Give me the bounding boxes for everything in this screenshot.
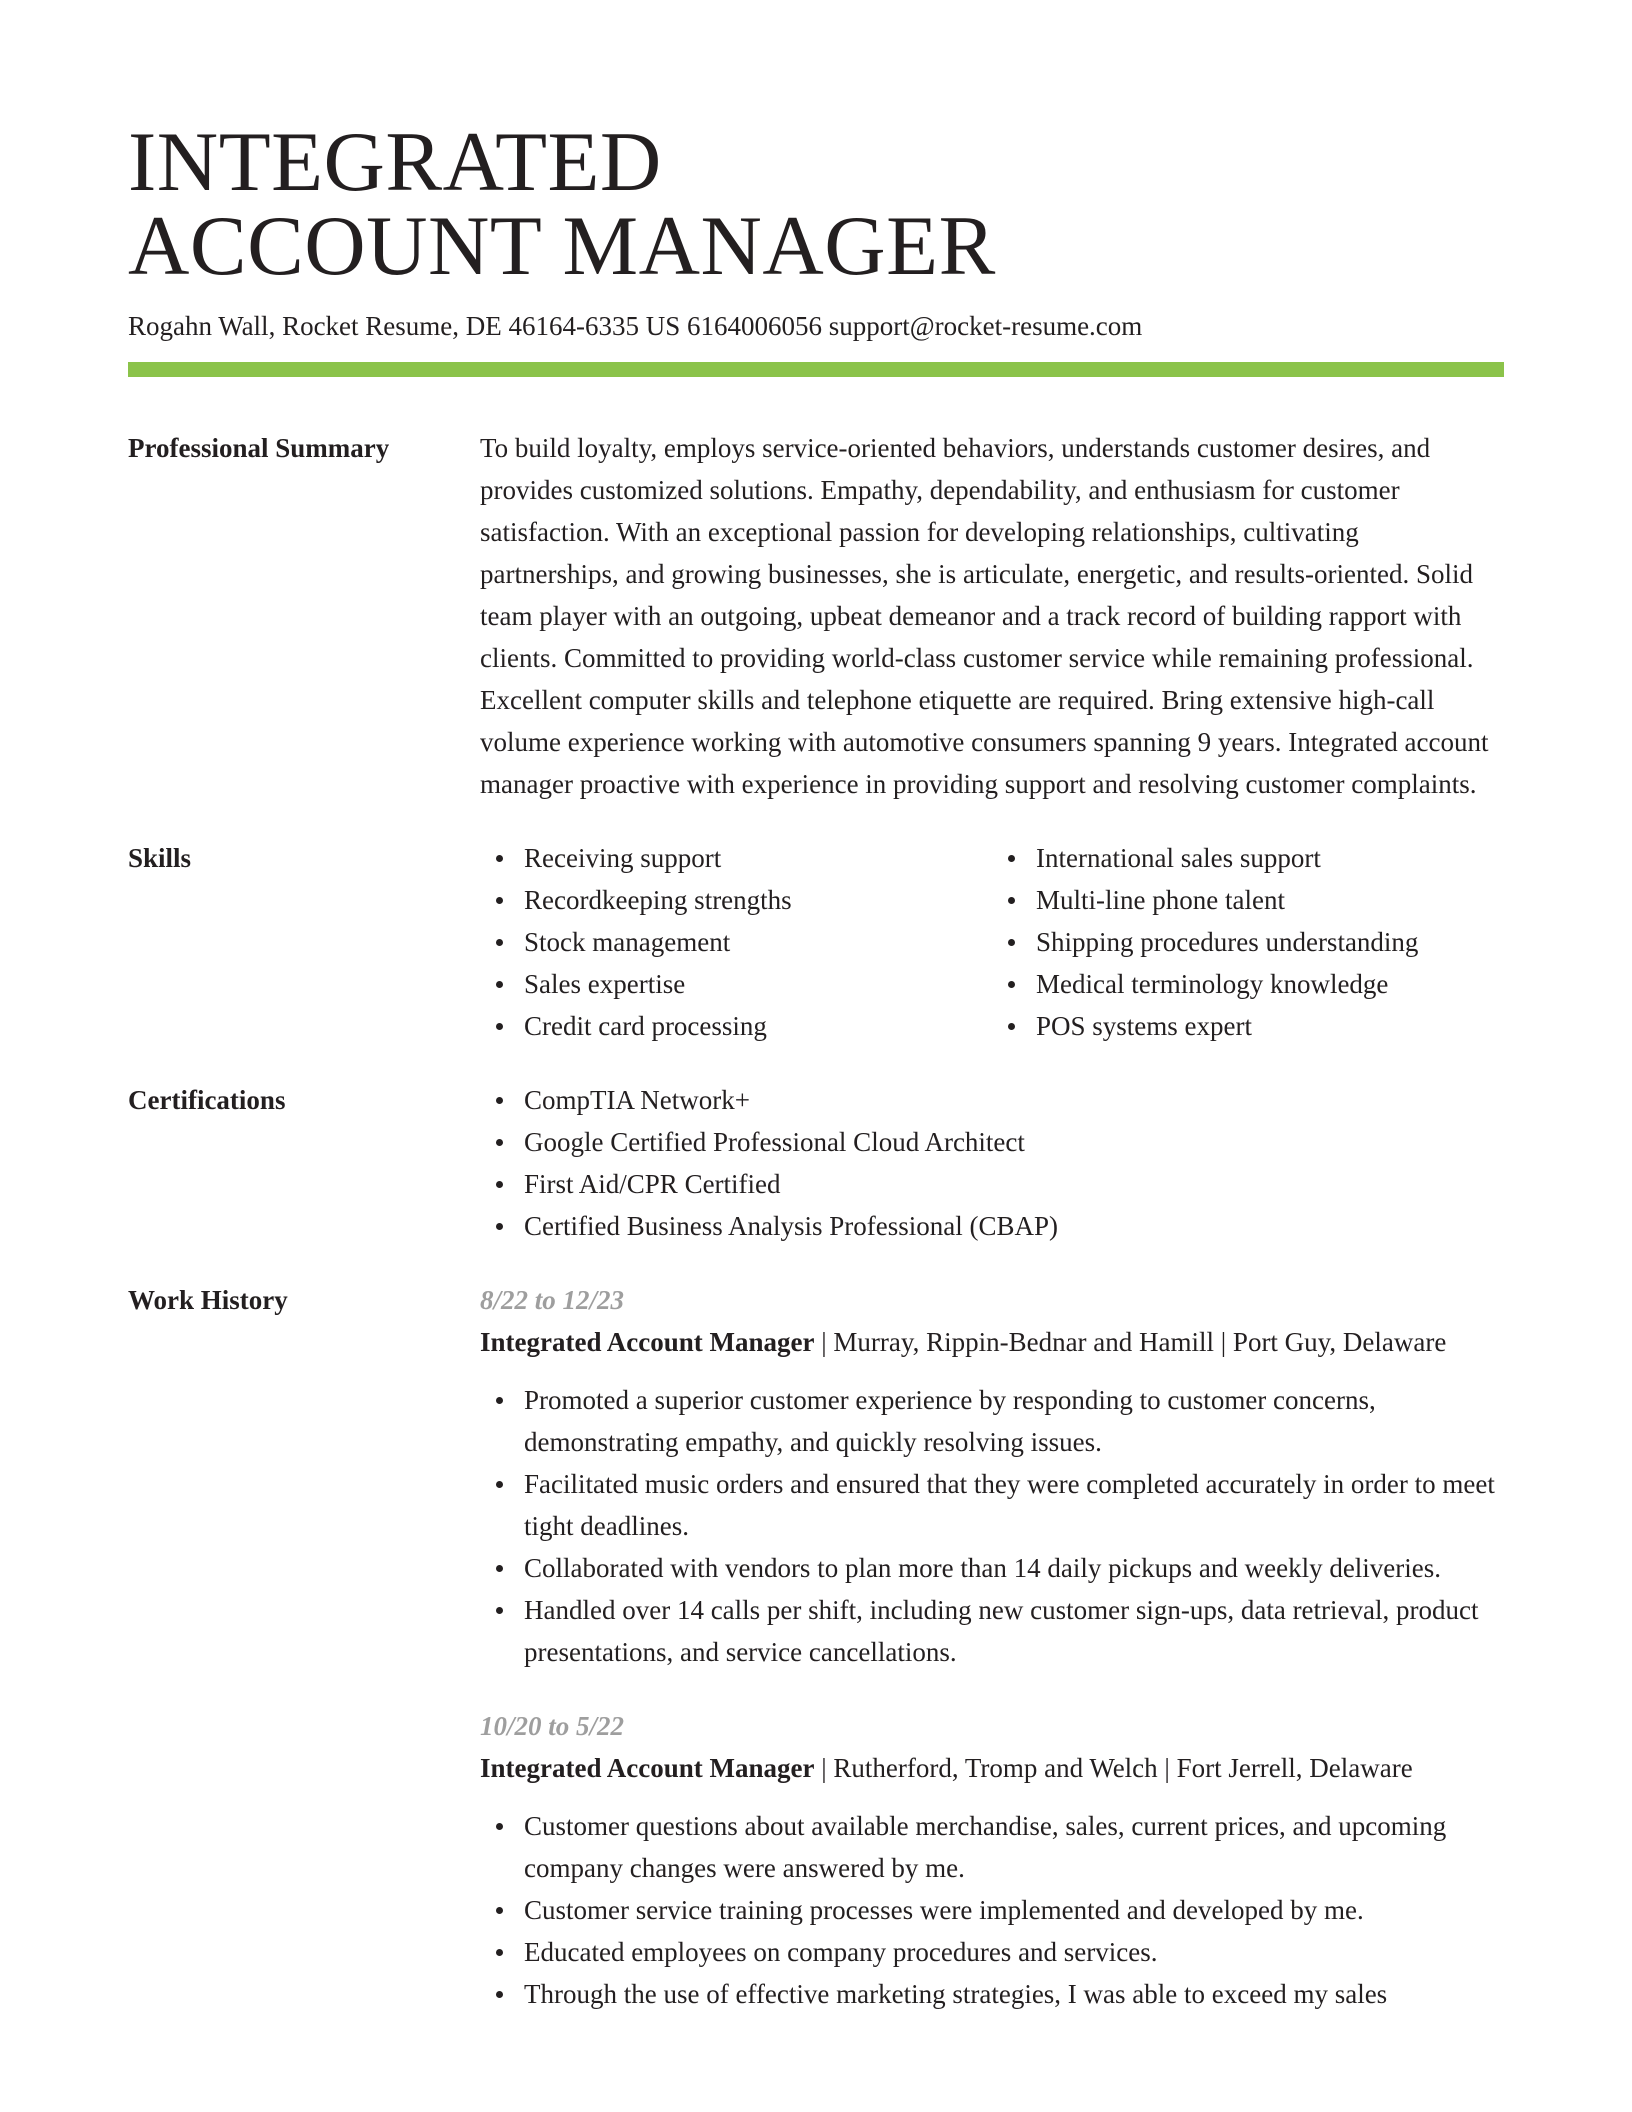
skills-list-left [480, 837, 992, 1047]
skill-item: Medical terminology knowledge [1036, 963, 1504, 1005]
work-history-section [128, 1279, 1504, 2047]
skills-columns [480, 837, 1504, 1047]
certification-item: Google Certified Professional Cloud Architect [524, 1121, 1504, 1163]
skill-item: International sales support [1036, 837, 1504, 879]
skill-item: POS systems expert [1036, 1005, 1504, 1047]
skill-item: Stock management [524, 921, 992, 963]
job-heading [480, 1321, 1504, 1363]
job-duty: Customer questions about available merchandise, sales, current prices, and upcoming company changes were answered by me. [524, 1805, 1504, 1889]
job-duty: Collaborated with vendors to plan more than 14 daily pickups and weekly deliveries. [524, 1547, 1504, 1589]
summary-section [128, 427, 1504, 805]
certifications-list [480, 1079, 1504, 1247]
job-date: 10/20 to 5/22 [480, 1711, 625, 1741]
certification-item: Certified Business Analysis Professional (CBAP) [524, 1205, 1504, 1247]
page-title [128, 115, 1504, 293]
job-duties-list [480, 1805, 1504, 2015]
job-entry [480, 1279, 1504, 1673]
accent-divider [128, 362, 1504, 377]
job-duties-list [480, 1379, 1504, 1673]
skill-item: Credit card processing [524, 1005, 992, 1047]
job-title: Integrated Account Manager [480, 1327, 815, 1357]
summary-text: To build loyalty, employs service-oriented behaviors, understands customer desires, and provides customized solutions. Empathy, dependability, and enthusiasm for customer satisfaction. With an exceptional passion for developing relationships, cultivating partnerships, and growing businesses, she is articulate, energetic, and results-oriented. Solid team player with an outgoing, upbeat demeanor and a track record of building rapport with clients. Committed to providing world-class customer service while remaining professional. Excellent computer skills and telephone etiquette are required. Bring extensive high-call volume experience working with automotive consumers spanning 9 years. Integrated account manager proactive with experience in providing support and resolving customer complaints. [480, 433, 1489, 799]
skill-item: Shipping procedures understanding [1036, 921, 1504, 963]
job-duty: Facilitated music orders and ensured that they were completed accurately in order to meet tight deadlines. [524, 1463, 1504, 1547]
skill-item: Sales expertise [524, 963, 992, 1005]
title-line-1: INTEGRATED [128, 115, 662, 209]
job-duty: Customer service training processes were implemented and developed by me. [524, 1889, 1504, 1931]
job-duty: Educated employees on company procedures and services. [524, 1931, 1504, 1973]
skill-item: Recordkeeping strengths [524, 879, 992, 921]
certifications-section [128, 1079, 1504, 1247]
contact-info: Rogahn Wall, Rocket Resume, DE 46164-6335 US 6164006056 support@rocket-resume.com [128, 311, 1143, 341]
job-duty: Through the use of effective marketing strategies, I was able to exceed my sales [524, 1973, 1504, 2015]
resume-page [128, 115, 1504, 2047]
job-employer-location: | Murray, Rippin-Bednar and Hamill | Port Guy, Delaware [814, 1327, 1447, 1357]
job-entry [480, 1705, 1504, 2015]
job-title: Integrated Account Manager [480, 1753, 815, 1783]
job-employer-location: | Rutherford, Tromp and Welch | Fort Jerrell, Delaware [814, 1753, 1413, 1783]
title-line-2: ACCOUNT MANAGER [128, 199, 996, 293]
certifications-body [480, 1079, 1504, 1247]
skills-list-right [992, 837, 1504, 1047]
skill-item: Receiving support [524, 837, 992, 879]
skill-item: Multi-line phone talent [1036, 879, 1504, 921]
skills-section [128, 837, 1504, 1047]
job-duty: Handled over 14 calls per shift, including new customer sign-ups, data retrieval, product presentations, and service cancellations. [524, 1589, 1504, 1673]
summary-heading: Professional Summary [128, 433, 390, 463]
skills-heading: Skills [128, 843, 192, 873]
job-heading [480, 1747, 1504, 1789]
certification-item: First Aid/CPR Certified [524, 1163, 1504, 1205]
work-history-heading: Work History [128, 1285, 288, 1315]
certifications-heading: Certifications [128, 1085, 286, 1115]
job-duty: Promoted a superior customer experience by responding to customer concerns, demonstrating empathy, and quickly resolving issues. [524, 1379, 1504, 1463]
work-history-body [480, 1279, 1504, 2047]
job-date: 8/22 to 12/23 [480, 1285, 625, 1315]
certification-item: CompTIA Network+ [524, 1079, 1504, 1121]
